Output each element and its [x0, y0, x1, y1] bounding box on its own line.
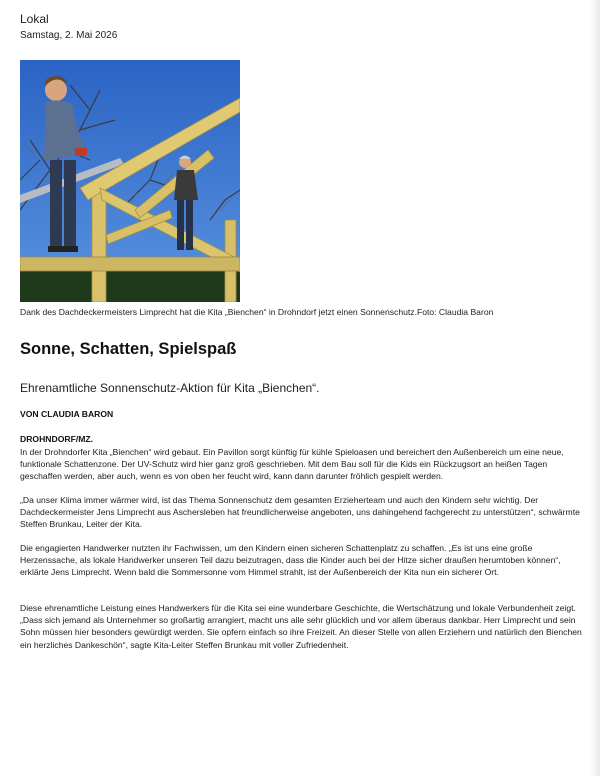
article-byline: VON CLAUDIA BARON: [20, 409, 114, 419]
section-label: Lokal: [20, 12, 49, 26]
photo-caption: Dank des Dachdeckermeisters Limprecht hat die Kita „Bienchen“ in Drohndorf jetzt einen Sonnenschutz.Foto: Claudia Baron: [20, 307, 494, 317]
article-dateline: DROHNDORF/MZ.: [20, 434, 94, 444]
publication-date: Samstag, 2. Mai 2026: [20, 30, 118, 41]
article-paragraph: „Da unser Klima immer wärmer wird, ist das Thema Sonnenschutz dem gesamten Erzieherteam und auch den Kindern sehr wichtig. Der Dachdeckermeister Jens Limprecht aus Aschersleben hat freundlicherweise angeboten, uns dahingehend fachgerecht zu unterstützen“, schwärmte Steffen Brunkau, Leiter der Kita.: [20, 495, 580, 530]
article-headline: Sonne, Schatten, Spielspaß: [20, 340, 237, 358]
article-paragraph: In der Drohndorfer Kita „Bienchen“ wird gebaut. Ein Pavillon sorgt künftig für kühle Spieloasen und bereichert den Außenbereich um eine neue, funktionale Schattenzone. Der UV-Schutz wird hier ganz groß geschrieben. Mit dem Bau soll für die Kids ein Rückzugsort an heißen Tagen geschaffen werden, aber auch, wenn es von oben her feucht wird, kann dann darunter fröhlich gespielt werden.: [20, 447, 564, 482]
article-paragraph: Diese ehrenamtliche Leistung eines Handwerkers für die Kita sei eine wunderbare Geschichte, die Wertschätzung und lokale Verbundenheit zeigt. „Dass sich jemand als Unternehmer so großartig arrangiert, macht uns alle sehr glücklich und vor allem überaus dankbar. Herr Limprecht und sein Sohn müssen hier besonders gewürdigt werden. Sie opfern einfach so ihre Freizeit. An dieser Stelle von allen Erziehern und natürlich den Bienchen ein herzliches Dankeschön“, sagte Kita-Leiter Steffen Brunkau mit voller Zufriedenheit.: [20, 603, 582, 650]
article-paragraph: Die engagierten Handwerker nutzten ihr Fachwissen, um den Kindern einen sicheren Schattenplatz zu schaffen. „Es ist uns eine große Herzenssache, als lokale Handwerker unseren Teil dazu beizutragen, dass die Kinder auch bei der Hitze sicher draußen herumtoben können“, erklärte Jens Limprecht. Wenn bald die Sommersonne vom Himmel strahlt, ist der Außenbereich der Kita nun ein sicherer Ort.: [20, 543, 561, 578]
article-photo: [20, 60, 240, 302]
page-edge-shadow: [590, 0, 600, 776]
article-subheadline: Ehrenamtliche Sonnenschutz-Aktion für Kita „Bienchen“.: [20, 381, 320, 395]
